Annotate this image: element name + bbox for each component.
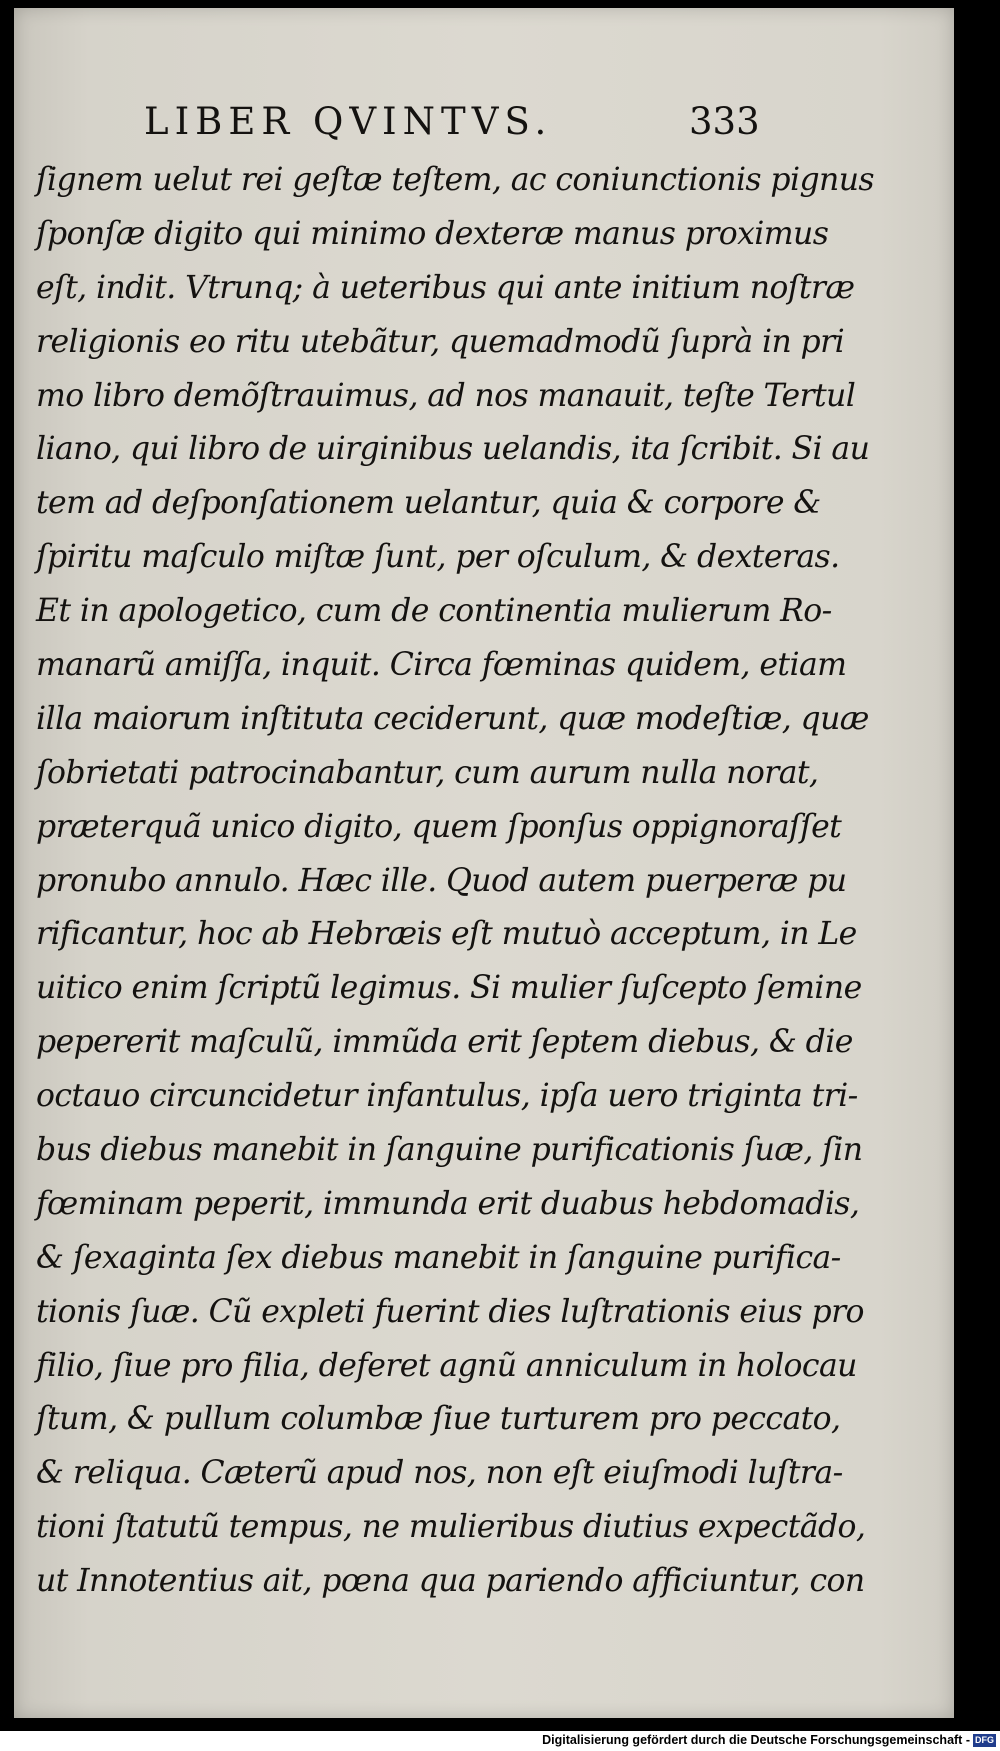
text-line: pronubo annulo. Hæc ille. Quod autem puerperæ pu xyxy=(36,862,847,899)
text-line: & reliqua. Cæterũ apud nos, non eſt eiuſmodi luſtra- xyxy=(36,1455,843,1492)
text-line: pepererit maſculũ, immũda erit ſeptem diebus, & die xyxy=(36,1024,853,1061)
text-line: illa maiorum inſtituta ceciderunt, quæ modeſtiæ, quæ xyxy=(36,700,869,737)
text-line: tem ad deſponſationem uelantur, quia & corpore & xyxy=(36,485,821,522)
text-line: ut Innotentius ait, pœna qua pariendo afficiuntur, con xyxy=(36,1563,865,1600)
text-line: octauo circuncidetur infantulus, ipſa uero triginta tri- xyxy=(36,1078,858,1115)
funding-credit: Digitalisierung gefördert durch die Deutsche Forschungsgemeinschaft - xyxy=(542,1733,970,1747)
text-line: mo libro demõſtrauimus, ad nos manauit, teſte Tertul xyxy=(36,377,856,414)
page-number: 333 xyxy=(689,100,760,143)
text-line: ſtum, & pullum columbæ ſiue turturem pro peccato, xyxy=(36,1401,841,1438)
text-line: uitico enim ſcriptũ legimus. Si mulier ſuſcepto ſemine xyxy=(36,970,862,1007)
text-line: filio, ſiue pro filia, deferet agnũ anniculum in holocau xyxy=(36,1347,857,1384)
text-line: fœminam peperit, immunda erit duabus hebdomadis, xyxy=(36,1185,860,1222)
text-line: tionis ſuæ. Cũ expleti fuerint dies luſtrationis eius pro xyxy=(36,1293,864,1330)
text-line: præterquã unico digito, quem ſponſus oppignoraſſet xyxy=(36,808,842,845)
dfg-logo: DFG xyxy=(975,1735,994,1745)
text-line: & ſexaginta ſex diebus manebit in ſanguine purifica- xyxy=(36,1239,841,1276)
digitization-footer xyxy=(0,1731,1000,1751)
text-line: religionis eo ritu utebãtur, quemadmodũ ſuprà in pri xyxy=(36,323,845,360)
text-line: ſobrietati patrocinabantur, cum aurum nulla norat, xyxy=(36,754,819,791)
book-page xyxy=(14,8,954,1718)
text-line: liano, qui libro de uirginibus uelandis, ita ſcribit. Si au xyxy=(36,431,870,468)
text-line: bus diebus manebit in ſanguine purificationis ſuæ, ſin xyxy=(36,1132,863,1169)
running-title: LIBER QVINTVS. xyxy=(144,100,553,143)
text-line: tioni ſtatutũ tempus, ne mulieribus diutius expectãdo, xyxy=(36,1509,866,1546)
body-text xyxy=(36,154,874,1609)
text-line: manarũ amiſſa, inquit. Circa fœminas quidem, etiam xyxy=(36,647,847,684)
text-line: Et in apologetico, cum de continentia mulierum Ro- xyxy=(36,593,832,630)
text-line: ſponſæ digito qui minimo dexteræ manus proximus xyxy=(36,215,829,252)
text-line: ſignem uelut rei geſtæ teſtem, ac coniunctionis pignus xyxy=(36,162,874,198)
text-line: eſt, indit. Vtrunq; à ueteribus qui ante initium noſtræ xyxy=(36,269,855,306)
text-line: rificantur, hoc ab Hebræis eſt mutuò acceptum, in Le xyxy=(36,916,857,953)
text-line: ſpiritu maſculo miſtæ ſunt, per oſculum, & dexteras. xyxy=(36,539,840,576)
